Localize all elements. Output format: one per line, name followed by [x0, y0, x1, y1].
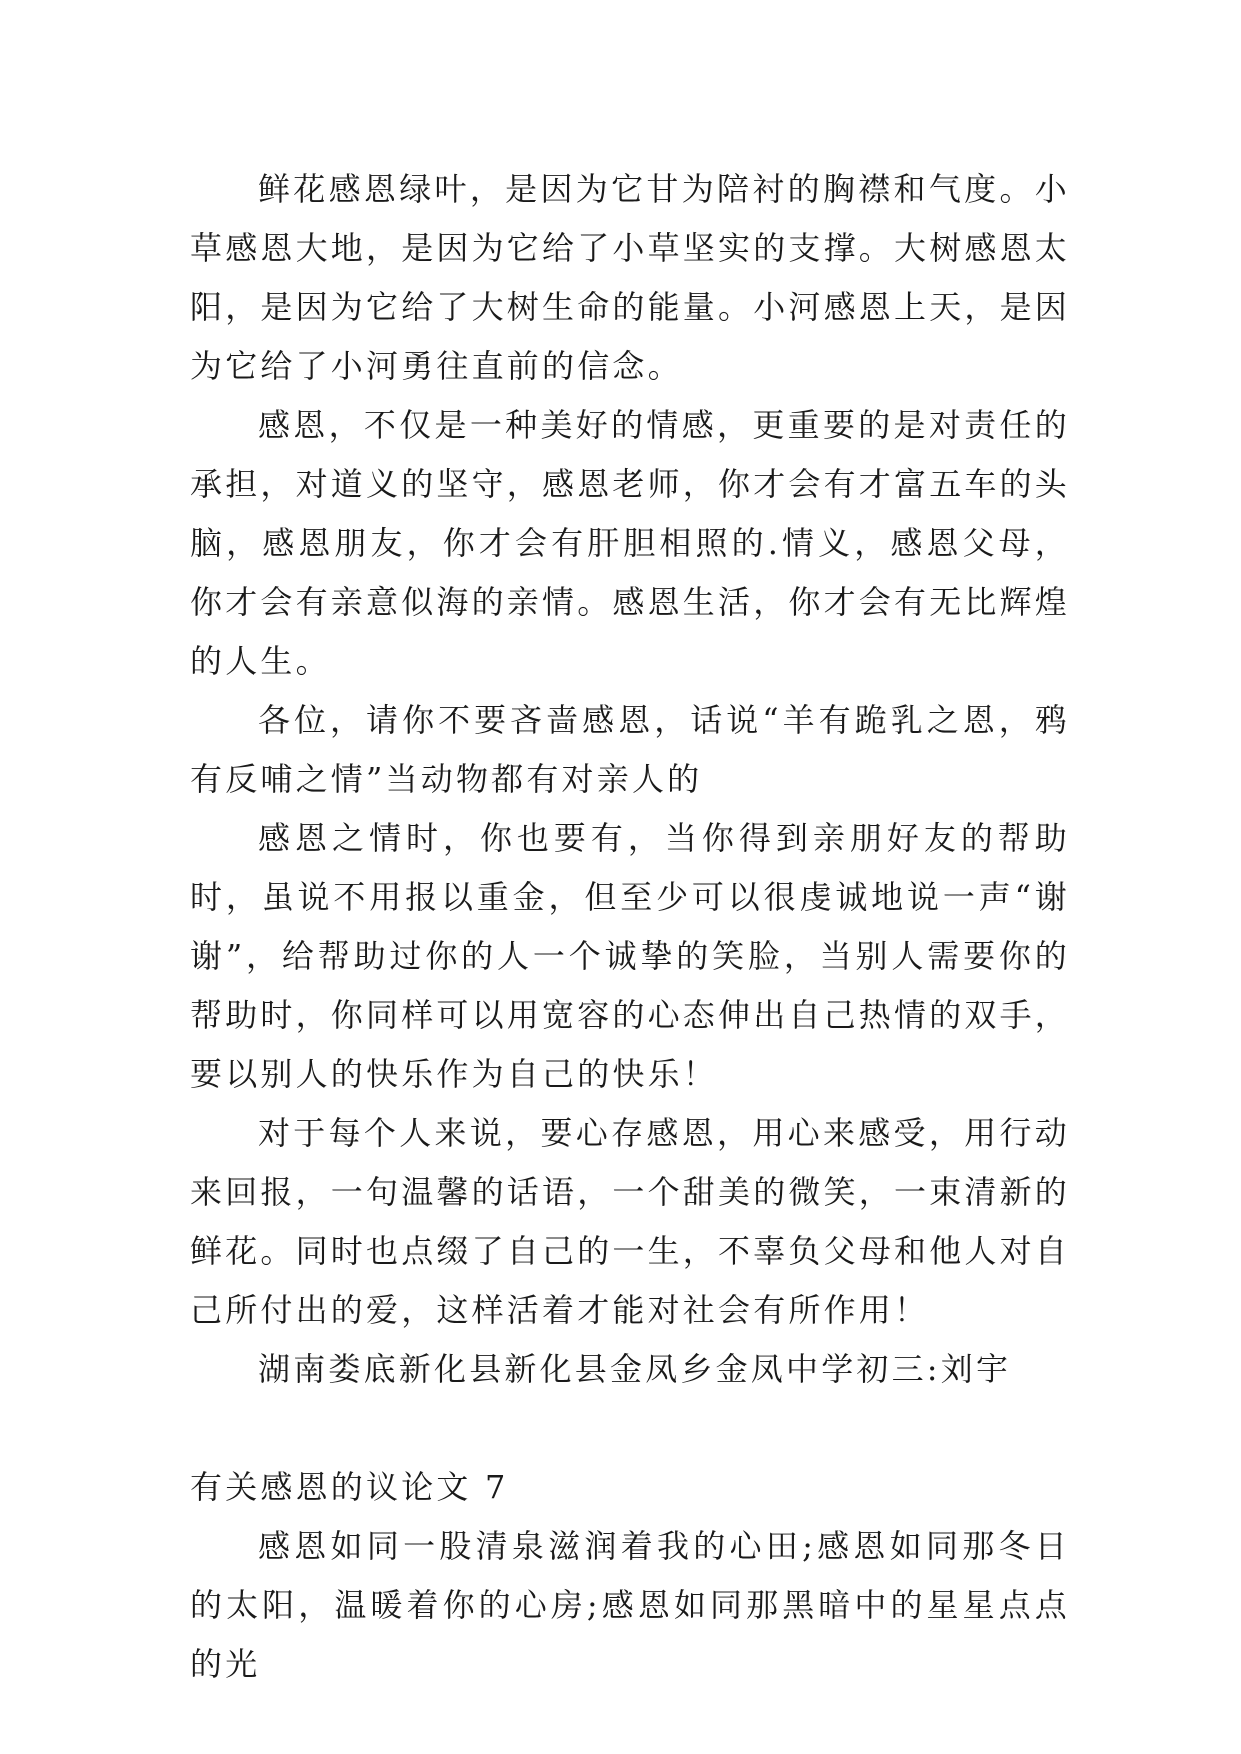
paragraph-dont-be-stingy: 各位，请你不要吝啬感恩，话说“羊有跪乳之恩，鸦有反哺之情”当动物都有对亲人的	[190, 701, 1070, 798]
document-body	[190, 160, 1070, 1694]
paragraph-everyone-gratitude: 对于每个人来说，要心存感恩，用心来感受，用行动来回报，一句温馨的话语，一个甜美的微笑，一束清新的鲜花。同时也点缀了自己的一生，不辜负父母和他人对自己所付出的爱，这样活着才能对社会有所作用！	[190, 1114, 1071, 1329]
author-line: 湖南娄底新化县新化县金凤乡金凤中学初三:刘宇	[258, 1350, 1012, 1388]
paragraph-gratitude-spring: 感恩如同一股清泉滋润着我的心田;感恩如同那冬日的太阳，温暖着你的心房;感恩如同那黑暗中的星星点点的光	[190, 1527, 1070, 1683]
paragraph-help-from-friends: 感恩之情时，你也要有，当你得到亲朋好友的帮助时，虽说不用报以重金，但至少可以很虔诚地说一声“谢谢”，给帮助过你的人一个诚挚的笑脸，当别人需要你的帮助时，你同样可以用宽容的心态伸出自己热情的双手，要以别人的快乐作为自己的快乐！	[190, 819, 1071, 1093]
paragraph-flowers-gratitude: 鲜花感恩绿叶，是因为它甘为陪衬的胸襟和气度。小草感恩大地，是因为它给了小草坚实的支撑。大树感恩太阳，是因为它给了大树生命的能量。小河感恩上天，是因为它给了小河勇往直前的信念。	[190, 170, 1071, 385]
paragraph-gratitude-responsibility: 感恩，不仅是一种美好的情感，更重要的是对责任的承担，对道义的坚守，感恩老师，你才会有才富五车的头脑，感恩朋友，你才会有肝胆相照的.情义，感恩父母，你才会有亲意似海的亲情。感恩生活，你才会有无比辉煌的人生。	[190, 406, 1071, 680]
section-title: 有关感恩的议论文 7	[190, 1468, 509, 1506]
